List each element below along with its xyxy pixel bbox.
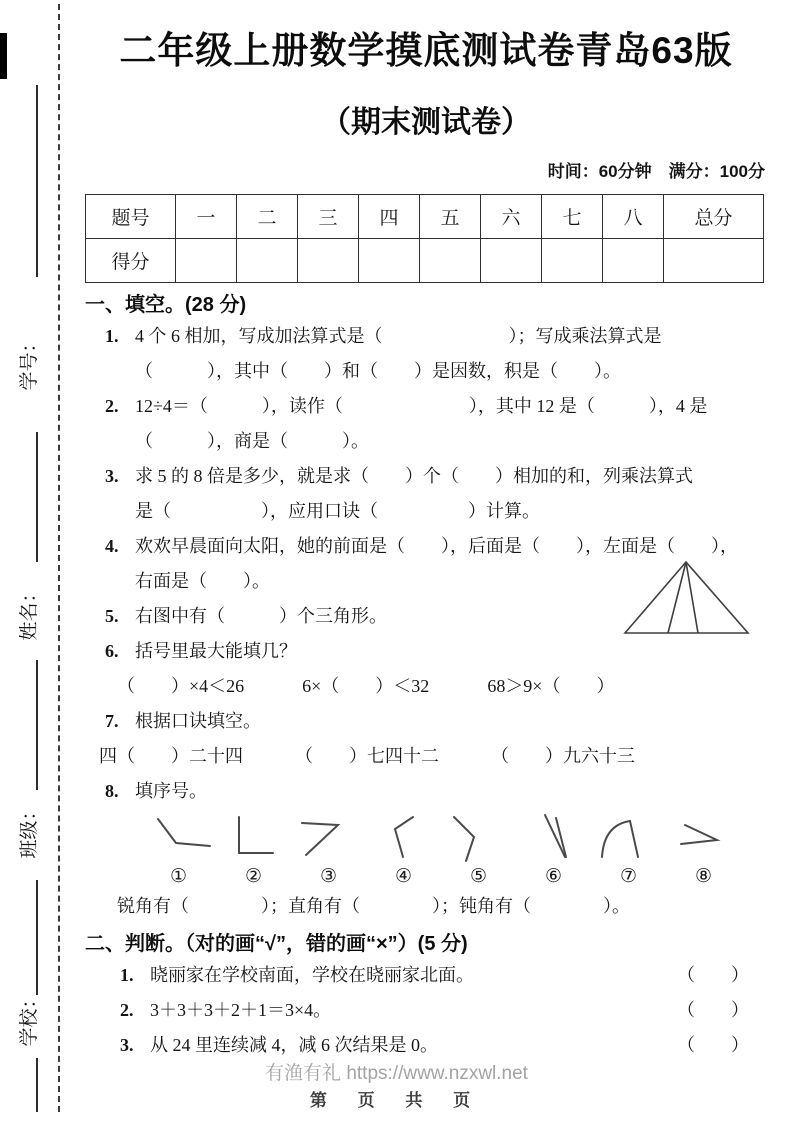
angle-figure-cell — [591, 813, 666, 889]
inequality-item: 6×（ ）＜32 — [302, 676, 430, 696]
paper-content — [85, 0, 767, 1063]
question-text: 锐角有（ ）；直角有（ ）；钝角有（ ）。 — [117, 896, 630, 916]
triangle-figure — [618, 556, 758, 640]
question-7-line — [85, 704, 767, 739]
score-table — [85, 194, 764, 283]
paper-title: 二年级上册数学摸底测试卷青岛63版 — [119, 30, 733, 71]
narrow-acute-angle-figure-6 — [519, 813, 589, 863]
acute-angle-figure-4 — [369, 813, 439, 863]
judge-text: 3＋3＋3＋2＋1＝3×4。 — [150, 1000, 332, 1020]
score-cell — [420, 239, 481, 283]
figure-number-label: ⑧ — [694, 866, 713, 887]
score-header-cell: 三 — [298, 195, 359, 239]
paper-subtitle: （期末测试卷） — [321, 106, 531, 139]
mnemonic-item: （ ）九六十三 — [491, 746, 635, 766]
question-number: 7. — [105, 711, 119, 731]
figure-number-label: ② — [244, 866, 263, 887]
angle-figure-cell — [141, 813, 216, 889]
question-number: 2. — [120, 1000, 134, 1020]
angle-figure-cell — [666, 813, 741, 889]
inequality-item: 68＞9×（ ） — [487, 676, 615, 696]
seal-label-class: 班级： — [19, 801, 40, 859]
question-text: 4 个 6 相加，写成加法算式是（ ）；写成乘法算式是 — [135, 326, 662, 346]
question-text: 求 5 的 8 倍是多少，就是求（ ）个（ ）相加的和，列乘法算式 — [135, 466, 693, 486]
score-cell — [298, 239, 359, 283]
judge-item-1 — [85, 958, 767, 993]
question-text: 欢欢早晨面向太阳，她的前面是（ ），后面是（ ），左面是（ ）， — [135, 536, 738, 556]
question-number: 8. — [105, 781, 119, 801]
figure-number-label: ① — [169, 866, 188, 887]
footer-site-link: 有渔有礼 https://www.nzxwl.net — [265, 1063, 528, 1084]
question-text: 括号里最大能填几？ — [135, 641, 297, 661]
question-2-line-2 — [85, 424, 767, 459]
student-id-blank-line — [36, 85, 38, 277]
score-table-header-row — [86, 195, 764, 239]
score-cell — [542, 239, 603, 283]
question-1-line-2 — [85, 354, 767, 389]
score-header-cell: 二 — [237, 195, 298, 239]
question-number: 6. — [105, 641, 119, 661]
figure-number-label: ⑤ — [469, 866, 488, 887]
question-number: 3. — [120, 1035, 134, 1055]
score-cell — [359, 239, 420, 283]
question-7-items — [85, 739, 767, 774]
angle-figure-cell — [366, 813, 441, 889]
question-2-line-1 — [85, 389, 767, 424]
class-blank-line — [36, 660, 38, 790]
inequality-item: （ ）×4＜26 — [117, 676, 245, 696]
angle-figure-cell — [441, 813, 516, 889]
question-6-items — [85, 669, 767, 704]
question-text: （ ），商是（ ）。 — [135, 431, 369, 451]
question-number: 2. — [105, 396, 119, 416]
seal-label-school: 学校： — [19, 989, 40, 1047]
answer-bracket: （ ） — [677, 1000, 749, 1020]
exam-meta: 时间：60分钟 满分：100分 — [547, 162, 765, 181]
section-fill-title: 一、填空。(28 分) — [85, 294, 247, 316]
judge-text: 晓丽家在学校南面，学校在晓丽家北面。 — [150, 965, 474, 985]
obtuse-angle-figure-5 — [444, 813, 514, 863]
question-text: 12÷4＝（ ），读作（ ），其中 12 是（ ），4 是 — [135, 396, 708, 416]
acute-angle-figure-3 — [294, 813, 364, 863]
figure-number-label: ⑦ — [619, 866, 638, 887]
judge-item-2 — [85, 993, 767, 1028]
figure-number-label: ⑥ — [544, 866, 563, 887]
seal-dashed-line — [58, 4, 60, 1112]
question-8-line — [85, 774, 767, 809]
question-number: 1. — [120, 965, 134, 985]
curved-angle-figure-7 — [594, 813, 664, 863]
question-number: 1. — [105, 326, 119, 346]
score-header-cell: 七 — [542, 195, 603, 239]
question-text: 填序号。 — [135, 781, 207, 801]
figure-number-label: ④ — [394, 866, 413, 887]
score-header-cell: 一 — [176, 195, 237, 239]
score-cell — [176, 239, 237, 283]
question-number: 5. — [105, 606, 119, 626]
mnemonic-item: 四（ ）二十四 — [99, 746, 243, 766]
seal-label-name: 姓名： — [19, 583, 40, 641]
angle-figures-row — [141, 813, 767, 889]
score-cell — [664, 239, 764, 283]
right-angle-figure-2 — [219, 813, 289, 863]
name-blank-line — [36, 432, 38, 562]
angle-figure-cell — [216, 813, 291, 889]
answer-bracket: （ ） — [677, 1035, 749, 1055]
question-text: 是（ ），应用口诀（ ）计算。 — [135, 501, 540, 521]
answer-bracket: （ ） — [677, 965, 749, 985]
score-row-label: 得分 — [86, 239, 176, 283]
print-registration-mark — [0, 33, 7, 79]
score-header-cell: 总分 — [664, 195, 764, 239]
angle-figure-cell — [516, 813, 591, 889]
question-text: 右面是（ ）。 — [135, 571, 270, 591]
mnemonic-item: （ ）七四十二 — [295, 746, 439, 766]
score-cell — [603, 239, 664, 283]
question-3-line-1 — [85, 459, 767, 494]
score-cell — [237, 239, 298, 283]
score-cell — [481, 239, 542, 283]
question-number: 3. — [105, 466, 119, 486]
figure-number-label: ③ — [319, 866, 338, 887]
question-number: 4. — [105, 536, 119, 556]
question-8-answer-line — [85, 889, 767, 924]
score-header-cell: 六 — [481, 195, 542, 239]
seal-label-student-id: 学号： — [19, 333, 40, 391]
question-text: 右图中有（ ）个三角形。 — [135, 606, 387, 626]
question-1-line-1 — [85, 319, 767, 354]
score-header-cell: 四 — [359, 195, 420, 239]
score-header-cell: 八 — [603, 195, 664, 239]
angle-figure-cell — [291, 813, 366, 889]
section-judge-title: 二、判断。（对的画“√”，错的画“×”）(5 分) — [85, 933, 468, 955]
score-header-cell: 五 — [420, 195, 481, 239]
question-3-line-2 — [85, 494, 767, 529]
acute-angle-figure-8 — [669, 813, 739, 863]
judge-text: 从 24 里连续减 4，减 6 次结果是 0。 — [150, 1035, 438, 1055]
score-table-score-row — [86, 239, 764, 283]
score-header-cell: 题号 — [86, 195, 176, 239]
footer-page-info: 第 页 共 页 — [309, 1091, 484, 1110]
question-text: 根据口诀填空。 — [135, 711, 261, 731]
question-text: （ ），其中（ ）和（ ）是因数，积是（ ）。 — [135, 361, 621, 381]
obtuse-angle-figure-1 — [144, 813, 214, 863]
